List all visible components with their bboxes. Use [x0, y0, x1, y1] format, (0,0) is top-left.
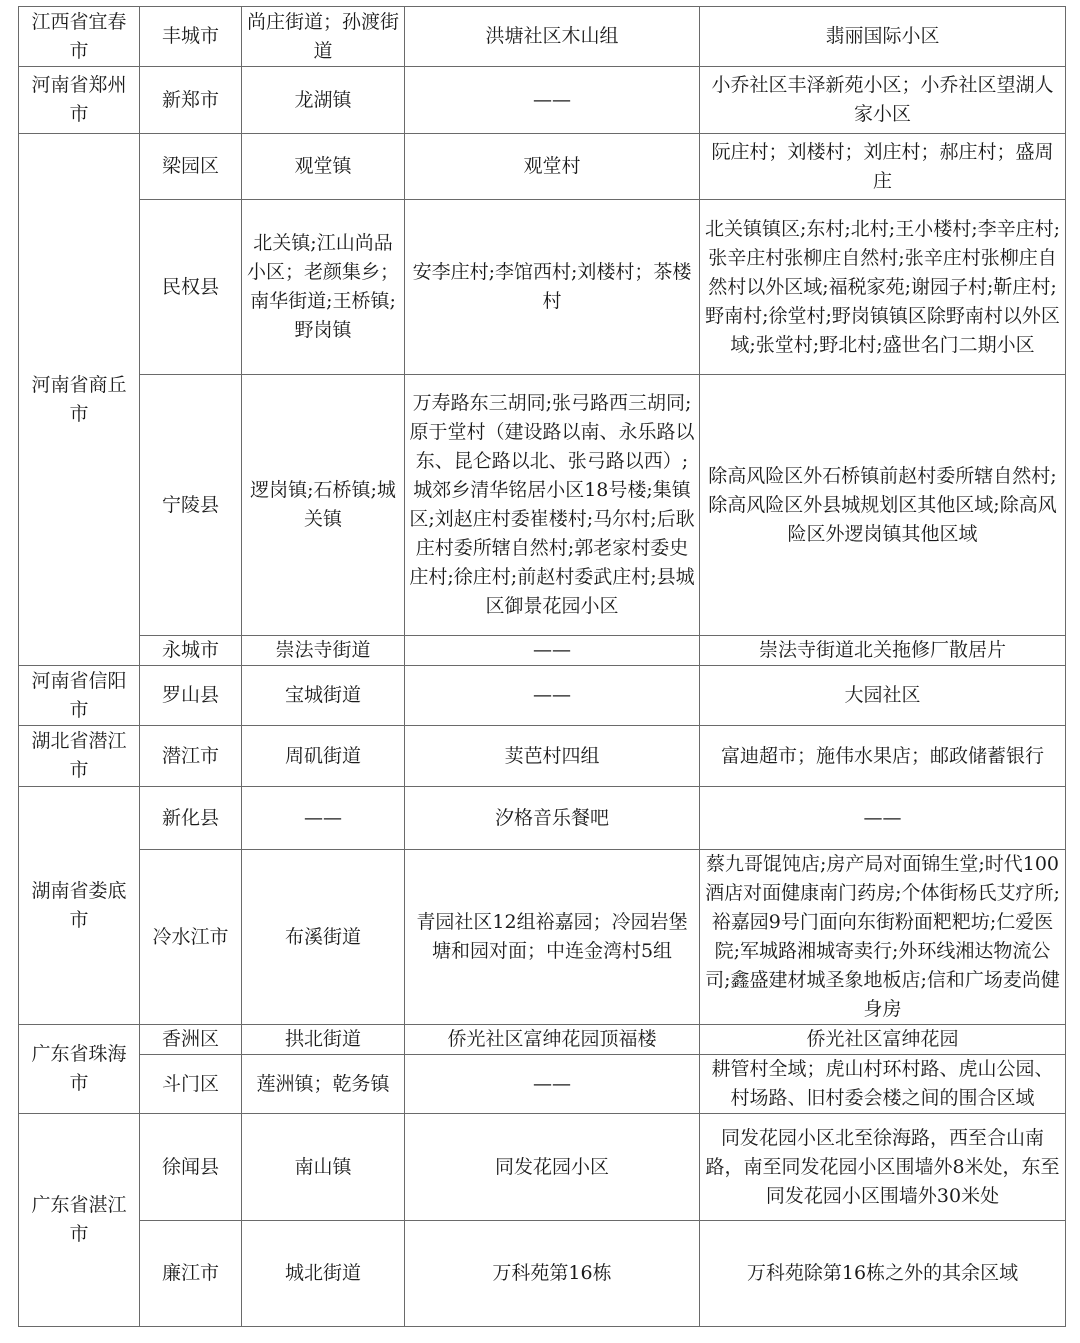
- high-risk-cell: 安李庄村;李馆西村;刘楼村；茶楼村: [405, 200, 700, 375]
- high-risk-cell: 青园社区12组裕嘉园；冷园岩堡塘和园对面；中连金湾村5组: [405, 850, 700, 1025]
- table-row: [19, 850, 1066, 1025]
- town-cell: 布溪街道: [242, 850, 405, 1025]
- county-cell: 永城市: [140, 636, 242, 666]
- medium-risk-cell: ——: [700, 787, 1066, 850]
- medium-risk-cell: 耕管村全域；虎山村环村路、虎山公园、村场路、旧村委会楼之间的围合区域: [700, 1055, 1066, 1114]
- table-row: [19, 200, 1066, 375]
- county-cell: 罗山县: [140, 666, 242, 726]
- risk-area-table: [18, 6, 1066, 1327]
- town-cell: 拱北街道: [242, 1025, 405, 1055]
- province-cell: 河南省郑州市: [19, 67, 140, 134]
- high-risk-cell: ——: [405, 636, 700, 666]
- town-cell: 观堂镇: [242, 134, 405, 200]
- medium-risk-cell: 蔡九哥馄饨店;房产局对面锦生堂;时代100酒店对面健康南门药房;个体街杨氏艾疗所;裕嘉园9号门面向东街粉面粑粑坊;仁爱医院;军城路湘城寄卖行;外环线湘达物流公司;鑫盛建材城圣象地板店;信和广场麦尚健身房: [700, 850, 1066, 1025]
- province-cell: 河南省信阳市: [19, 666, 140, 726]
- county-cell: 丰城市: [140, 7, 242, 67]
- county-cell: 香洲区: [140, 1025, 242, 1055]
- table-row: [19, 67, 1066, 134]
- county-cell: 廉江市: [140, 1221, 242, 1327]
- high-risk-cell: 洪塘社区木山组: [405, 7, 700, 67]
- table-row: [19, 1055, 1066, 1114]
- province-cell: 广东省珠海市: [19, 1025, 140, 1114]
- table-row: [19, 1025, 1066, 1055]
- medium-risk-cell: 小乔社区丰泽新苑小区；小乔社区望湖人家小区: [700, 67, 1066, 134]
- town-cell: 尚庄街道；孙渡街道: [242, 7, 405, 67]
- medium-risk-cell: 大园社区: [700, 666, 1066, 726]
- medium-risk-cell: 翡丽国际小区: [700, 7, 1066, 67]
- province-cell: 河南省商丘市: [19, 134, 140, 666]
- province-cell: 江西省宜春市: [19, 7, 140, 67]
- town-cell: 南山镇: [242, 1114, 405, 1221]
- medium-risk-cell: 北关镇镇区;东村;北村;王小楼村;李辛庄村;张辛庄村张柳庄自然村;张辛庄村张柳庄自然村以外区域;福税家苑;谢园子村;靳庄村;野南村;徐堂村;野岗镇镇区除野南村以外区域;张堂村;野北村;盛世名门二期小区: [700, 200, 1066, 375]
- table-row: [19, 666, 1066, 726]
- high-risk-cell: 观堂村: [405, 134, 700, 200]
- town-cell: 逻岗镇;石桥镇;城关镇: [242, 375, 405, 636]
- town-cell: 莲洲镇；乾务镇: [242, 1055, 405, 1114]
- table-row: [19, 726, 1066, 787]
- table-row: [19, 787, 1066, 850]
- medium-risk-cell: 崇法寺街道北关拖修厂散居片: [700, 636, 1066, 666]
- table-row: [19, 375, 1066, 636]
- medium-risk-cell: 同发花园小区北至徐海路，西至合山南路，南至同发花园小区围墙外8米处，东至同发花园小区围墙外30米处: [700, 1114, 1066, 1221]
- province-cell: 湖北省潜江市: [19, 726, 140, 787]
- town-cell: 崇法寺街道: [242, 636, 405, 666]
- high-risk-cell: ——: [405, 1055, 700, 1114]
- high-risk-cell: ——: [405, 666, 700, 726]
- table-row: [19, 1221, 1066, 1327]
- medium-risk-cell: 万科苑除第16栋之外的其余区域: [700, 1221, 1066, 1327]
- high-risk-cell: 荬芭村四组: [405, 726, 700, 787]
- county-cell: 民权县: [140, 200, 242, 375]
- county-cell: 冷水江市: [140, 850, 242, 1025]
- table-row: [19, 134, 1066, 200]
- medium-risk-cell: 阮庄村；刘楼村；刘庄村；郝庄村；盛周庄: [700, 134, 1066, 200]
- table-row: [19, 636, 1066, 666]
- town-cell: 宝城街道: [242, 666, 405, 726]
- county-cell: 新郑市: [140, 67, 242, 134]
- town-cell: 周矶街道: [242, 726, 405, 787]
- table-row: [19, 1114, 1066, 1221]
- county-cell: 宁陵县: [140, 375, 242, 636]
- town-cell: ——: [242, 787, 405, 850]
- medium-risk-cell: 侨光社区富绅花园: [700, 1025, 1066, 1055]
- high-risk-cell: 万科苑第16栋: [405, 1221, 700, 1327]
- province-cell: 湖南省娄底市: [19, 787, 140, 1025]
- county-cell: 新化县: [140, 787, 242, 850]
- county-cell: 徐闻县: [140, 1114, 242, 1221]
- high-risk-cell: 侨光社区富绅花园顶福楼: [405, 1025, 700, 1055]
- county-cell: 梁园区: [140, 134, 242, 200]
- high-risk-cell: 同发花园小区: [405, 1114, 700, 1221]
- table-row: [19, 7, 1066, 67]
- high-risk-cell: 万寿路东三胡同;张弓路西三胡同;原于堂村（建设路以南、永乐路以东、昆仑路以北、张弓路以西）;城郊乡清华铭居小区18号楼;集镇区;刘赵庄村委崔楼村;马尔村;后耿庄村委所辖自然村;郭老家村委史庄村;徐庄村;前赵村委武庄村;县城区御景花园小区: [405, 375, 700, 636]
- medium-risk-cell: 富迪超市；施伟水果店；邮政储蓄银行: [700, 726, 1066, 787]
- county-cell: 斗门区: [140, 1055, 242, 1114]
- town-cell: 城北街道: [242, 1221, 405, 1327]
- town-cell: 龙湖镇: [242, 67, 405, 134]
- high-risk-cell: ——: [405, 67, 700, 134]
- medium-risk-cell: 除高风险区外石桥镇前赵村委所辖自然村;除高风险区外县城规划区其他区域;除高风险区外逻岗镇其他区域: [700, 375, 1066, 636]
- province-cell: 广东省湛江市: [19, 1114, 140, 1327]
- high-risk-cell: 汐格音乐餐吧: [405, 787, 700, 850]
- town-cell: 北关镇;江山尚品小区；老颜集乡；南华街道;王桥镇;野岗镇: [242, 200, 405, 375]
- county-cell: 潜江市: [140, 726, 242, 787]
